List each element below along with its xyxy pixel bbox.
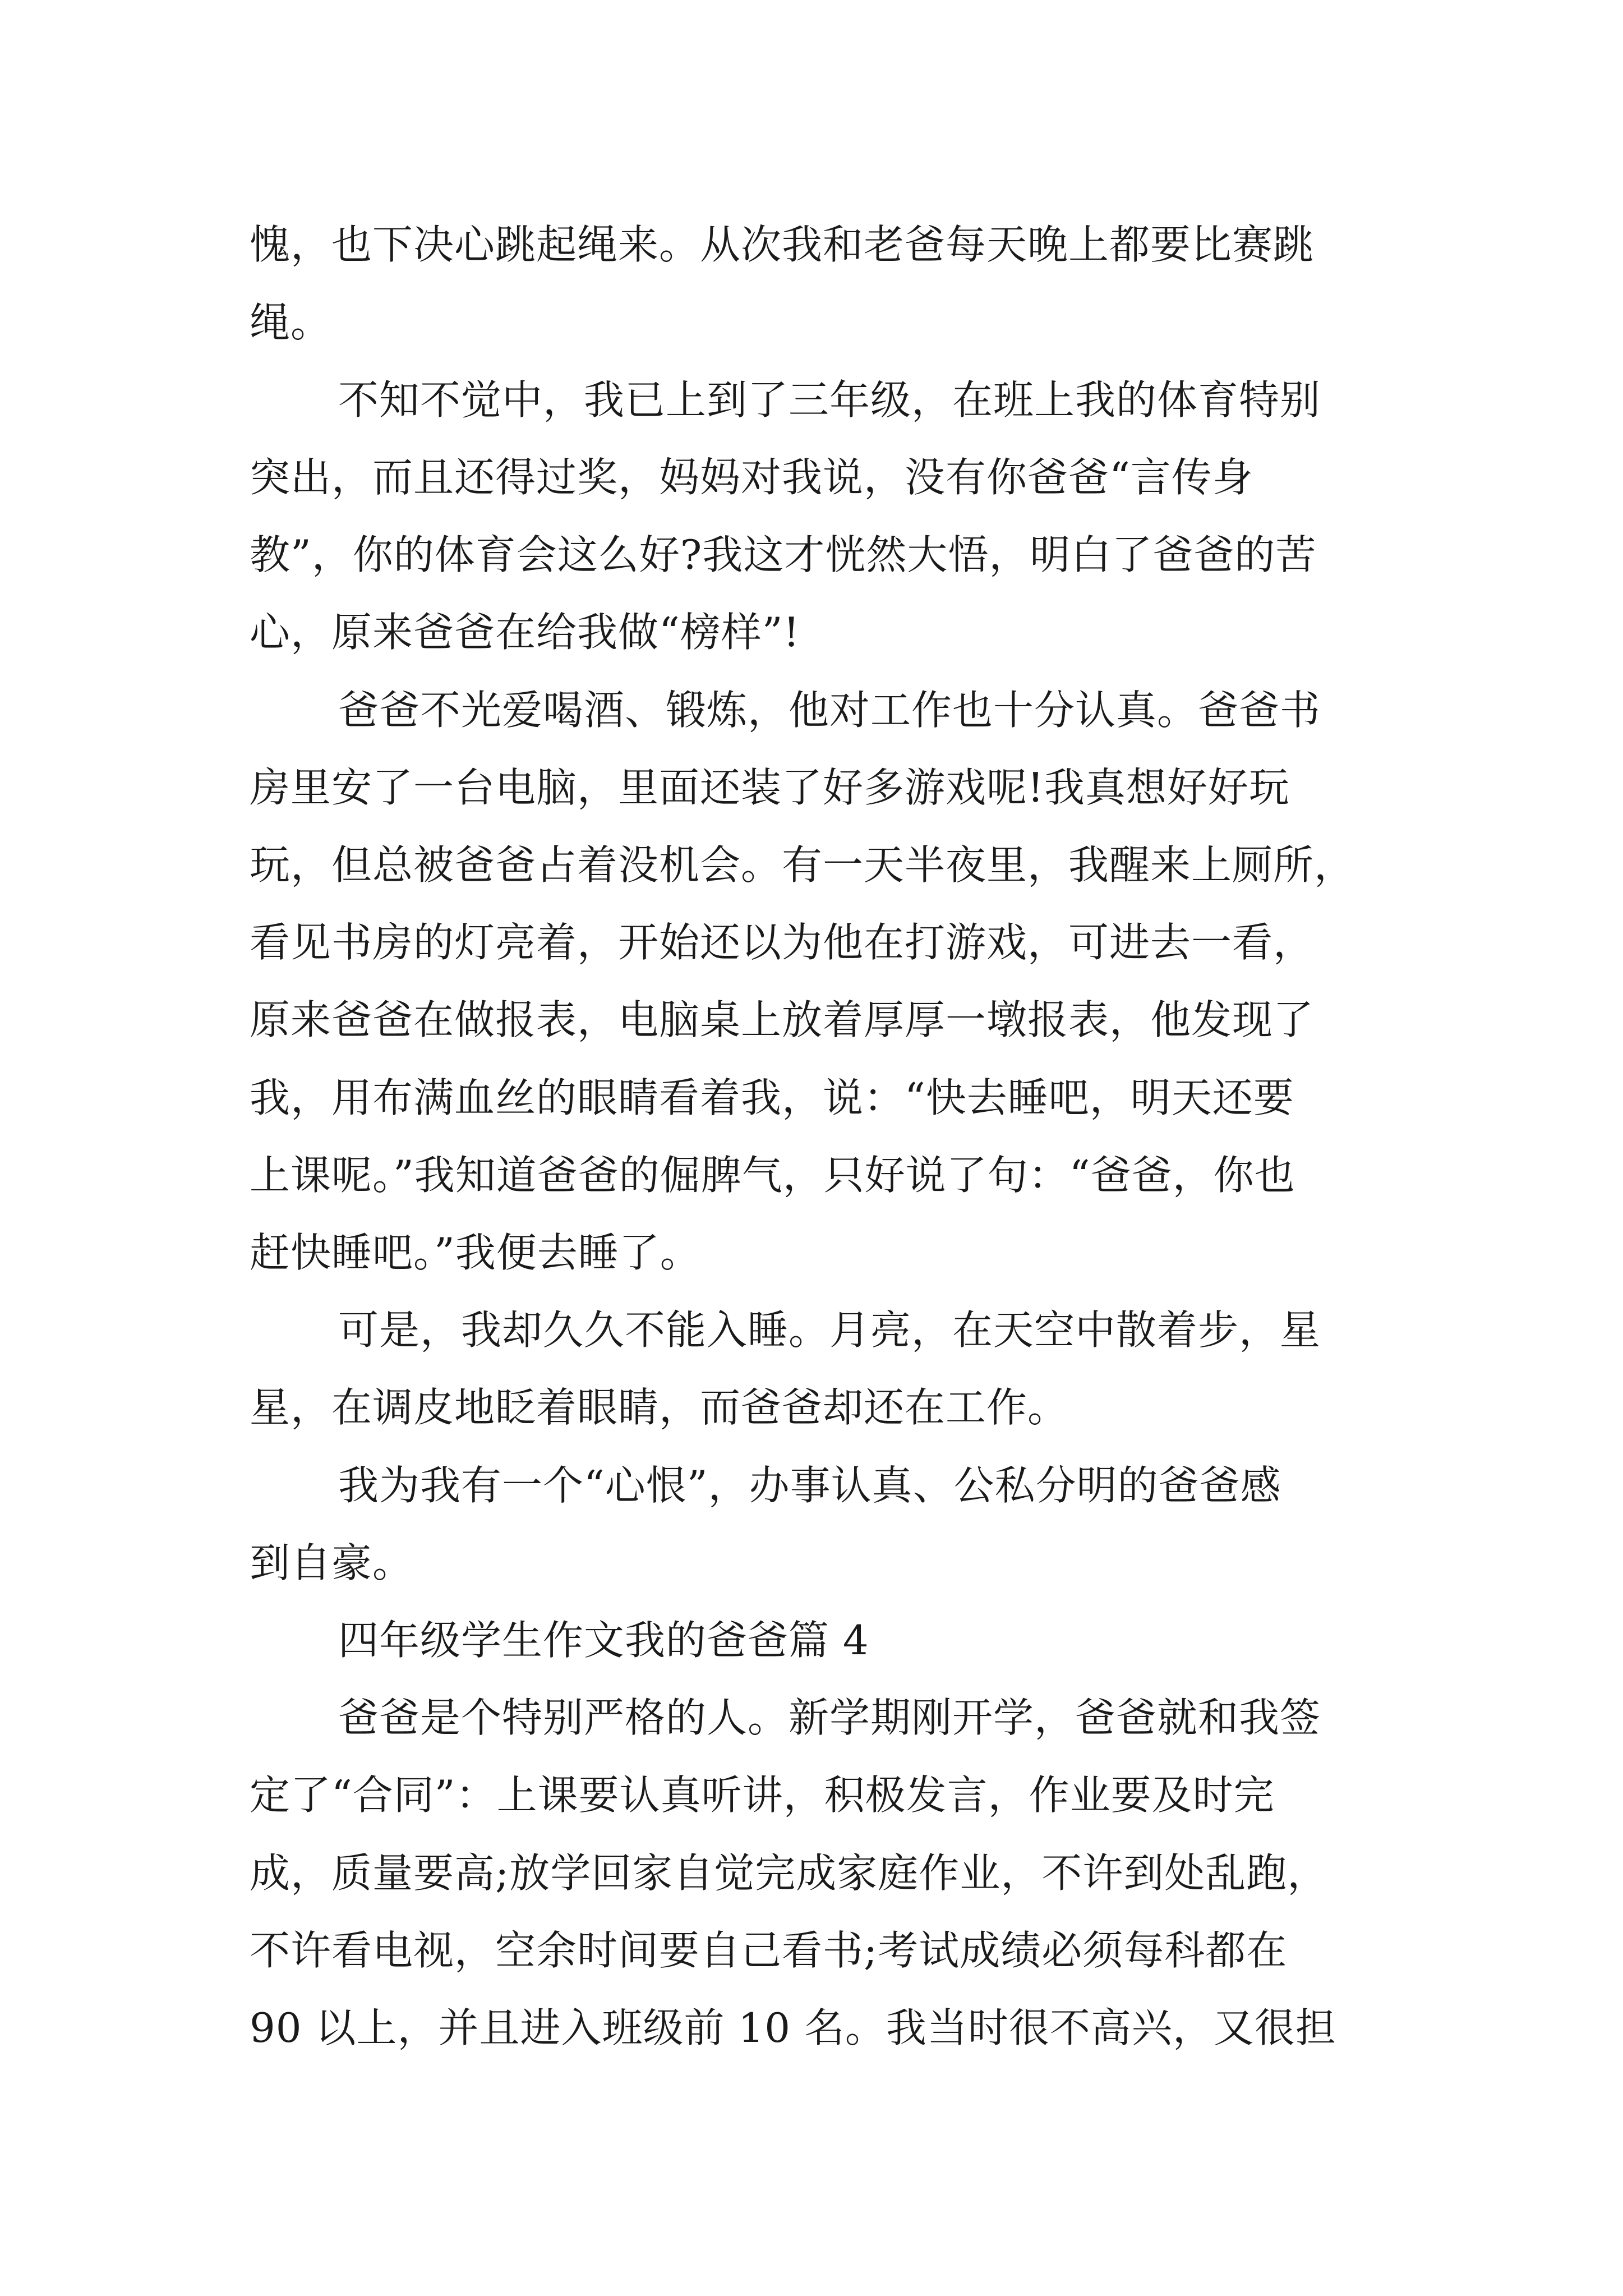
text-line: 爸爸不光爱喝酒、锻炼，他对工作也十分认真。爸爸书 <box>338 687 1321 734</box>
text-line: 原来爸爸在做报表，电脑桌上放着厚厚一墩报表，他发现了 <box>250 996 1315 1043</box>
text-line: 我为我有一个“心恨”，办事认真、公私分明的爸爸感 <box>338 1462 1281 1509</box>
text-line: 上课呢。”我知道爸爸的倔脾气，只好说了句：“爸爸，你也 <box>250 1152 1295 1199</box>
text-line: 赶快睡吧。”我便去睡了。 <box>250 1229 701 1276</box>
text-line: 到自豪。 <box>250 1539 414 1586</box>
text-line: 不许看电视，空余时间要自己看书;考试成绩必须每科都在 <box>250 1927 1288 1974</box>
text-line: 90 以上，并且进入班级前 10 名。我当时很不高兴，又很担 <box>250 2004 1336 2051</box>
text-line: 玩，但总被爸爸占着没机会。有一天半夜里，我醒来上厕所， <box>250 841 1355 889</box>
text-line: 星，在调皮地眨着眼睛，而爸爸却还在工作。 <box>250 1384 1069 1431</box>
text-line: 可是，我却久久不能入睡。月亮，在天空中散着步，星 <box>338 1306 1321 1354</box>
text-line: 绳。 <box>250 299 332 346</box>
text-line: 心，原来爸爸在给我做“榜样”! <box>250 609 800 656</box>
section-heading: 四年级学生作文我的爸爸篇 4 <box>338 1617 869 1664</box>
text-line: 看见书房的灯亮着，开始还以为他在打游戏，可进去一看， <box>250 919 1315 966</box>
text-line: 房里安了一台电脑，里面还装了好多游戏呢!我真想好好玩 <box>250 764 1290 811</box>
text-line: 愧，也下决心跳起绳来。从次我和老爸每天晚上都要比赛跳 <box>250 221 1315 268</box>
text-line: 我，用布满血丝的眼睛看着我，说：“快去睡吧，明天还要 <box>250 1074 1294 1121</box>
text-line: 教”，你的体育会这么好?我这才恍然大悟，明白了爸爸的苦 <box>250 531 1317 578</box>
text-line: 不知不觉中，我已上到了三年级，在班上我的体育特别 <box>338 376 1321 424</box>
text-line: 爸爸是个特别严格的人。新学期刚开学，爸爸就和我签 <box>338 1694 1321 1741</box>
text-line: 成，质量要高;放学回家自觉完成家庭作业，不许到处乱跑， <box>250 1849 1329 1897</box>
text-line: 突出，而且还得过奖，妈妈对我说，没有你爸爸“言传身 <box>250 454 1253 501</box>
text-line: 定了“合同”：上课要认真听讲，积极发言，作业要及时完 <box>250 1772 1275 1819</box>
